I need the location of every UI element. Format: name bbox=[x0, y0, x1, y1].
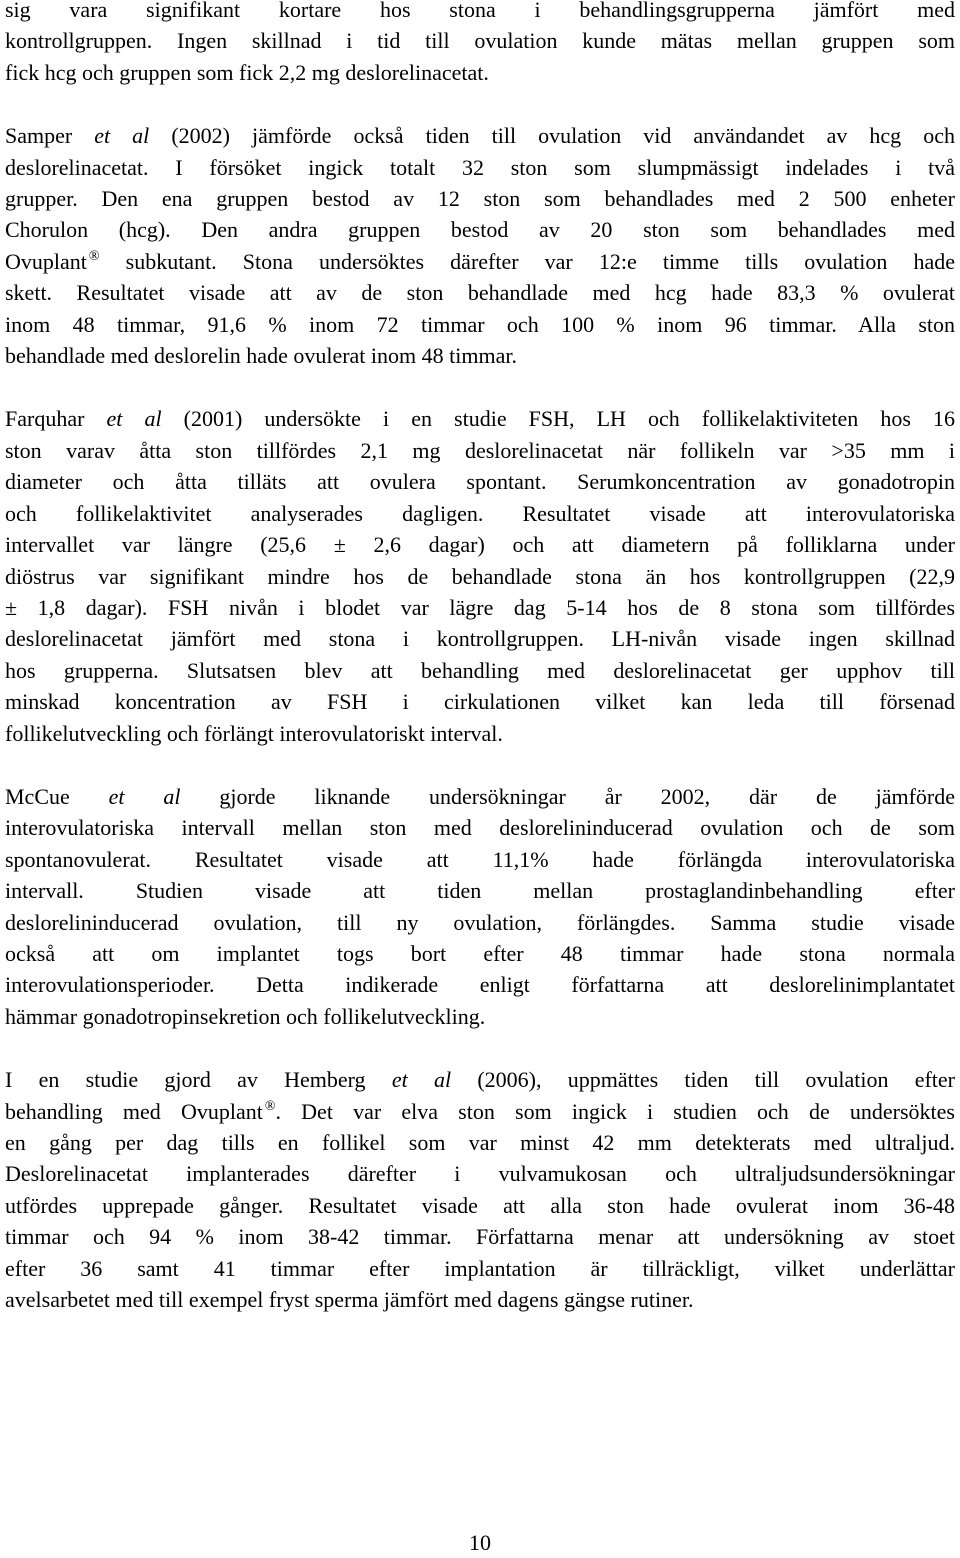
text-line bbox=[5, 340, 955, 371]
italic-text: et al bbox=[106, 406, 162, 432]
text-line bbox=[5, 844, 955, 875]
paragraph bbox=[5, 781, 955, 1032]
text-run: subkutant. Stona undersöktes därefter var 12:e timme tills ovulation hade bbox=[99, 248, 955, 274]
text-line bbox=[5, 529, 955, 560]
text-run: (2002) jämförde också tiden till ovulation vid användandet av hcg och bbox=[149, 123, 955, 149]
paragraph bbox=[5, 120, 955, 371]
text-run: skett. Resultatet visade att av de ston behandlade med hcg hade 83,3 % ovulerat bbox=[5, 280, 955, 306]
text-run: timmar och 94 % inom 38-42 timmar. Författarna menar att undersökning av stoet bbox=[5, 1224, 955, 1250]
registered-mark: ® bbox=[88, 248, 100, 264]
text-line bbox=[5, 875, 955, 906]
italic-text: et al bbox=[391, 1067, 452, 1093]
text-line bbox=[5, 718, 955, 749]
document-page bbox=[5, 0, 955, 1315]
text-line bbox=[5, 1158, 955, 1189]
text-line bbox=[5, 246, 955, 277]
paragraph bbox=[5, 1064, 955, 1315]
text-line bbox=[5, 277, 955, 308]
text-run: ± 1,8 dagar). FSH nivån i blodet var lägre dag 5-14 hos de 8 stona som tillfördes bbox=[5, 594, 955, 620]
text-line bbox=[5, 655, 955, 686]
text-line bbox=[5, 0, 955, 25]
text-run: inom 48 timmar, 91,6 % inom 72 timmar och 100 % inom 96 timmar. Alla ston bbox=[5, 311, 955, 337]
text-run: fick hcg och gruppen som fick 2,2 mg deslorelinacetat. bbox=[5, 59, 489, 85]
text-run: avelsarbetet med till exempel fryst sperma jämfört med dagens gängse rutiner. bbox=[5, 1287, 694, 1313]
text-run: Farquhar bbox=[5, 406, 107, 432]
text-line bbox=[5, 214, 955, 245]
text-run: Deslorelinacetat implanterades därefter i vulvamukosan och ultraljudsundersökningar bbox=[5, 1161, 955, 1187]
text-run: interovulationsperioder. Detta indikerade enligt författarna att deslorelinimplantatet bbox=[5, 972, 955, 998]
paragraph bbox=[5, 0, 955, 88]
text-run: behandlade med deslorelin hade ovulerat inom 48 timmar. bbox=[5, 343, 517, 369]
text-line bbox=[5, 1064, 955, 1095]
text-line bbox=[5, 812, 955, 843]
text-run: deslorelininducerad ovulation, till ny ovulation, förlängdes. Samma studie visade bbox=[5, 909, 955, 935]
text-run: intervall. Studien visade att tiden mellan prostaglandinbehandling efter bbox=[5, 878, 955, 904]
italic-text: et al bbox=[94, 123, 150, 149]
text-run: interovulatoriska intervall mellan ston med deslorelininducerad ovulation och de som bbox=[5, 815, 955, 841]
text-run: hos grupperna. Slutsatsen blev att behandling med deslorelinacetat ger upphov till bbox=[5, 657, 955, 683]
text-run: diameter och åtta tilläts att ovulera spontant. Serumkoncentration av gonadotropin bbox=[5, 469, 955, 495]
text-line bbox=[5, 907, 955, 938]
text-run: (2006), uppmättes tiden till ovulation efter bbox=[451, 1067, 955, 1093]
text-line bbox=[5, 938, 955, 969]
text-run: Ovuplant bbox=[5, 248, 87, 274]
text-run: Chorulon (hcg). Den andra gruppen bestod av 20 ston som behandlades med bbox=[5, 217, 955, 243]
text-run: efter 36 samt 41 timmar efter implantation är tillräckligt, vilket underlättar bbox=[5, 1255, 955, 1281]
text-line bbox=[5, 25, 955, 56]
text-line bbox=[5, 120, 955, 151]
text-line bbox=[5, 1221, 955, 1252]
text-run: sig vara signifikant kortare hos stona i behandlingsgrupperna jämfört med bbox=[5, 0, 955, 22]
text-line bbox=[5, 1253, 955, 1284]
text-line bbox=[5, 152, 955, 183]
text-line bbox=[5, 623, 955, 654]
text-line bbox=[5, 1096, 955, 1127]
page-number: 10 bbox=[469, 1530, 491, 1555]
text-run: . Det var elva ston som ingick i studien och de undersöktes bbox=[275, 1098, 955, 1124]
text-run: Samper bbox=[5, 123, 95, 149]
text-run: intervallet var längre (25,6 ± 2,6 dagar) och att diametern på folliklarna under bbox=[5, 532, 955, 558]
text-line bbox=[5, 403, 955, 434]
text-run: (2001) undersökte i en studie FSH, LH och follikelaktiviteten hos 16 bbox=[161, 406, 955, 432]
text-line bbox=[5, 435, 955, 466]
text-line bbox=[5, 498, 955, 529]
text-line bbox=[5, 686, 955, 717]
italic-text: et al bbox=[108, 783, 181, 809]
body-text bbox=[5, 0, 955, 1315]
text-line bbox=[5, 1001, 955, 1032]
text-run: och follikelaktivitet analyserades dagligen. Resultatet visade att interovulatoriska bbox=[5, 500, 955, 526]
text-line bbox=[5, 57, 955, 88]
text-run: deslorelinacetat. I försöket ingick totalt 32 ston som slumpmässigt indelades i två bbox=[5, 154, 955, 180]
text-run: hämmar gonadotropinsekretion och follikelutveckling. bbox=[5, 1003, 486, 1029]
text-line bbox=[5, 466, 955, 497]
text-run: follikelutveckling och förlängt interovulatoriskt interval. bbox=[5, 720, 503, 746]
text-run: ston varav åtta ston tillfördes 2,1 mg deslorelinacetat när follikeln var >35 mm i bbox=[5, 437, 955, 463]
paragraph bbox=[5, 403, 955, 748]
text-run: utfördes upprepade gånger. Resultatet visade att alla ston hade ovulerat inom 36-48 bbox=[5, 1192, 955, 1218]
text-line bbox=[5, 183, 955, 214]
text-run: också att om implantet togs bort efter 48 timmar hade stona normala bbox=[5, 940, 955, 966]
text-line bbox=[5, 1284, 955, 1315]
text-run: deslorelinacetat jämfört med stona i kontrollgruppen. LH-nivån visade ingen skillnad bbox=[5, 626, 955, 652]
text-line bbox=[5, 592, 955, 623]
text-run: en gång per dag tills en follikel som var minst 42 mm detekterats med ultraljud. bbox=[5, 1130, 955, 1155]
text-run: spontanovulerat. Resultatet visade att 11,1% hade förlängda interovulatoriska bbox=[5, 846, 955, 872]
text-run: behandling med Ovuplant bbox=[5, 1098, 263, 1124]
text-line bbox=[5, 969, 955, 1000]
text-run: grupper. Den ena gruppen bestod av 12 ston som behandlades med 2 500 enheter bbox=[5, 186, 955, 212]
registered-mark: ® bbox=[264, 1098, 276, 1114]
text-line bbox=[5, 561, 955, 592]
text-run: minskad koncentration av FSH i cirkulationen vilket kan leda till försenad bbox=[5, 689, 955, 715]
text-run: McCue bbox=[5, 783, 109, 809]
text-run: diöstrus var signifikant mindre hos de behandlade stona än hos kontrollgruppen (22,9 bbox=[5, 563, 955, 589]
text-line bbox=[5, 1127, 955, 1158]
text-line bbox=[5, 309, 955, 340]
text-run: kontrollgruppen. Ingen skillnad i tid till ovulation kunde mätas mellan gruppen som bbox=[5, 28, 955, 54]
text-run: I en studie gjord av Hemberg bbox=[5, 1067, 392, 1093]
text-line bbox=[5, 1190, 955, 1221]
text-line bbox=[5, 781, 955, 812]
text-run: gjorde liknande undersökningar år 2002, där de jämförde bbox=[180, 783, 955, 809]
